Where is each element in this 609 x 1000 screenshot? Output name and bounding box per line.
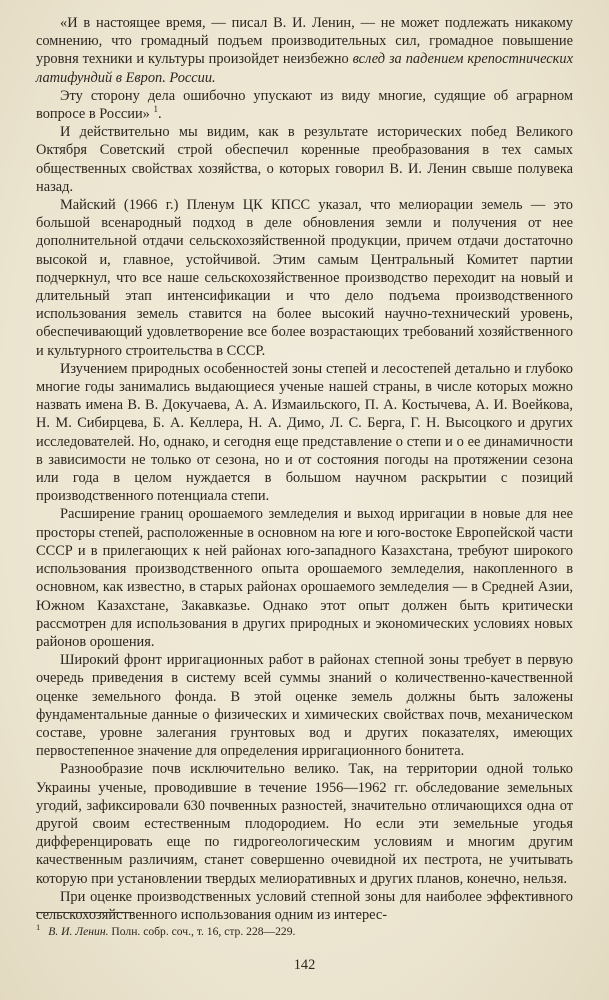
footnote-author: В. И. Ленин. xyxy=(48,924,109,938)
paragraph-8-text: При оценке производственных условий степной зоны для наиболее эффективного сельскохозяйственного использования одним из интерес- xyxy=(36,888,573,923)
footnote-reference[interactable]: 1 xyxy=(153,104,158,115)
paragraph-2-text: И действительно мы видим, как в результате исторических побед Великого Октября Советский строй обеспечил коренные преобразования в тех самых общественных свойствах хозяйства, о которых говорил В. И. Ленин свыше полувека назад. xyxy=(36,124,573,195)
paragraph-7 xyxy=(36,760,573,887)
paragraph-4 xyxy=(36,360,573,506)
quote-end-text: Эту сторону дела ошибочно упускают из виду многие, судящие об аграрном вопросе в России» xyxy=(36,87,573,123)
paragraph-8 xyxy=(36,888,573,924)
footnote-mark: 1 xyxy=(36,922,41,932)
paragraph-2 xyxy=(36,123,573,196)
quote-paragraph xyxy=(36,14,573,87)
footnote xyxy=(36,920,573,939)
paragraph-5 xyxy=(36,505,573,651)
page-number: 142 xyxy=(293,957,316,973)
footnote-source: Полн. собр. соч., т. 16, стр. 228—229. xyxy=(111,924,296,938)
footnote-divider xyxy=(36,912,134,913)
paragraph-4-text: Изучением природных особенностей зоны степей и лесостепей детально и глубоко многие годы занимались выдающиеся ученые нашей страны, в числе которых можно назвать имена В. В. Докучаева, А. А. Измаильского, П. А. Костычева, А. И. Воейкова, Н. М. Сибирцева, Б. А. Келлера, Н. А. Димо, Л. С. Берга, Г. Н. Высоцкого и других исследователей. Но, однако, и сегодня еще представление о степи и о ее динамичности в зависимости не только от сезона, но и от состояния погоды на протяжении сезона или года в целом нуждается в большом научном раскрытии с позиций производственного потенциала степи. xyxy=(36,360,573,505)
paragraph-5-text: Расширение границ орошаемого земледелия и выход ирригации в новые для нее просторы степей, расположенные в основном на юге и юго-востоке Европейской части СССР и в прилегающих к ней районах юго-западного Казахстана, требуют широкого использования производственного опыта орошаемого земледелия, накопленного в основном, как известно, в старых районах орошаемого земледелия — в Средней Азии, Южном Казахстане, Закавказье. Однако этот опыт должен быть критически рассмотрен для использования в других природных и экономических условиях новых районов орошения. xyxy=(36,506,573,650)
paragraph-3 xyxy=(36,196,573,360)
quote-text: «И в настоящее время, — писал В. И. Ленин, — не может подлежать никакому сомнению, что громадный подъем производительных сил, громадное повышение уровня техники и культуры произойдет неизбежно xyxy=(36,15,573,68)
paragraph-6 xyxy=(36,651,573,760)
main-text xyxy=(36,14,573,924)
quote-italic-text: вслед за падением крепостнических латифундий в Европ. России. xyxy=(36,51,573,86)
quote-end-paragraph: Эту сторону дела ошибочно упускают из виду многие, судящие об аграрном вопросе в России» $^1$. xyxy=(36,87,573,123)
paragraph-3-text: Майский (1966 г.) Пленум ЦК КПСС указал, что мелиорации земель — это большой всенародный подход в деле обновления земли и получения от нее дополнительной отдачи сельскохозяйственной продукции, причем отдачи достаточно высокой и, главное, устойчивой. Этим самым Центральный Комитет партии подчеркнул, что все наше сельскохозяйственное производство переходит на новый и длительный этап интенсификации и что дело подъема производственного использования земель ставится на более высокий научно-технический уровень, обеспечивающий удовлетворение все более возрастающих требований хозяйственного и культурного строительства в СССР. xyxy=(36,197,573,359)
paragraph-6-text: Широкий фронт ирригационных работ в районах степной зоны требует в первую очередь приведения в систему всей суммы знаний о количественно-качественной оценке земельного фонда. В этой оценке земель должны быть заложены фундаментальные данные о физических и химических свойствах почв, механическом составе, уровне залегания грунтовых вод и других показателях, имеющих первостепенное значение для определения ирригационного бонитета. xyxy=(36,652,573,760)
paragraph-7-text: Разнообразие почв исключительно велико. Так, на территории одной только Украины ученые, проводившие в течение 1956—1962 гг. обследование земельных угодий, зафиксировали 630 почвенных разностей, значительно отличающихся одна от другой своим естественным плодородием. Но если эти земельные угодья дифференцировать еще по гидрогеологическим условиям и многим другим качественным различиям, станет совершенно очевидной их пестрота, не учитывать которую при установлении твердых мелиоративных и других планов, конечно, нельзя. xyxy=(36,761,573,887)
